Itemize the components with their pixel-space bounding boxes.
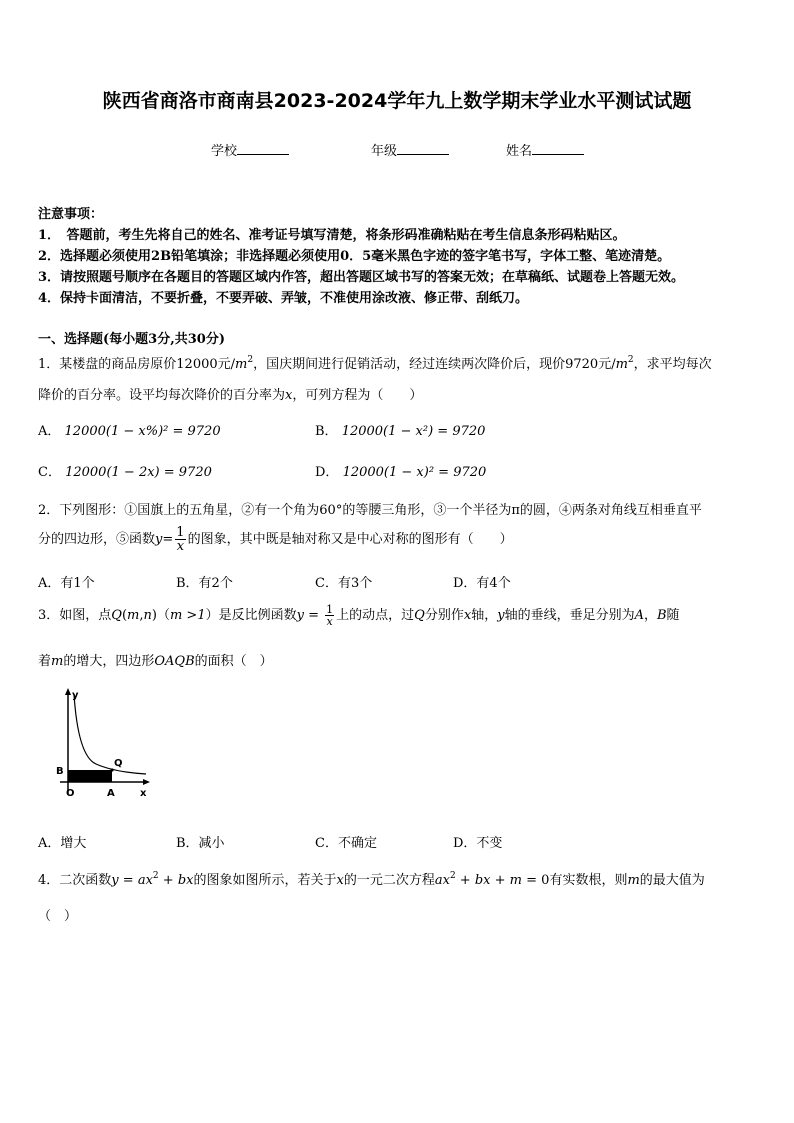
q3-option-c[interactable]: C．不确定 [315,836,377,851]
y-label: y [72,690,79,701]
page-title: 陕西省商洛市商南县2023-2024学年九上数学期末学业水平测试试题 [102,90,692,112]
q2-option-a[interactable]: A．有1个 [38,576,95,591]
question-2-line-1: 2．下列图形：①国旗上的五角星，②有一个角为60°的等腰三角形，③一个半径为π的圆，④两条对角线互相垂直平 [38,503,702,518]
school-blank [237,142,289,155]
school-label: 学校 [211,144,238,159]
q2-option-d[interactable]: D．有4个 [453,576,511,591]
q1-option-a-formula: 12000(1 − x%)² = 9720 [64,424,221,439]
y-axis-arrow [65,688,71,695]
note-item: 2．选择题必须使用2B铅笔填涂；非选择题必须使用0．5毫米黑色字迹的签字笔书写，字体工整、笔迹清楚。 [38,249,671,264]
question-1-line-2: 降价的百分率。设平均每次降价的百分率为x，可列方程为（ ） [38,388,423,403]
q2-option-b[interactable]: B．有2个 [176,576,233,591]
point-q-label: Q [114,758,123,769]
grade-label: 年级 [371,144,398,159]
point-a-label: A [107,788,115,799]
q1-unit: 元/ [217,357,236,372]
question-4-line-2: （ ） [38,909,78,924]
name-label: 姓名 [506,144,533,159]
q2-fraction: $\frac{1}{x}$ [176,525,185,554]
question-3-line-2: 着m的增大，四边形OAQB的面积（ ） [38,654,273,669]
note-item: 1． 答题前，考生先将自己的姓名、准考证号填写清楚，将条形码准确粘贴在考生信息条形码粘贴区。 [38,228,626,243]
q1-text: 1．某楼盘的商品房原价 [38,357,177,372]
question-2-line-2: 分的四边形，⑤函数y= $\frac{1}{x}$ 的图象，其中既是轴对称又是中心对称的图形有（ ） [38,525,513,554]
grade-field [371,140,449,159]
q3-fraction: $\frac{1}{x}$ [326,603,334,628]
school-field [211,140,289,159]
q1-option-c[interactable]: C． 12000(1 − 2x) = 9720 [38,465,212,480]
q3-option-d[interactable]: D．不变 [453,836,503,851]
q1-text: 降价的百分率。设平均每次降价的百分率为 [38,388,286,403]
grade-blank [397,142,449,155]
q1-option-a[interactable]: A． 12000(1 − x%)² = 9720 [38,424,221,439]
name-blank [532,142,584,155]
q1-option-c-formula: 12000(1 − 2x) = 9720 [65,465,212,480]
x-axis-arrow [143,779,150,785]
q1-text: ，国庆期间进行促销活动，经过连续两次降价后，现价 [253,357,566,372]
x-label: x [140,788,147,799]
q2-text: 分的四边形，⑤函数 [38,532,156,547]
q1-unit: 元/ [598,357,616,372]
hyperbola-curve [74,694,146,774]
question-3-line-1: 3．如图，点Q(m,n)（m >1）是反比例函数y = $\frac{1}{x}$ 上的动点，过Q分别作x轴，y轴的垂线，垂足分别为A，B随 [38,603,680,628]
note-item: 3．请按照题号顺序在各题目的答题区域内作答，超出答题区域书写的答案无效；在草稿纸、试题卷上答题无效。 [38,270,685,285]
q2-text: 的图象，其中既是轴对称又是中心对称的图形有（ ） [187,532,513,547]
q2-option-c[interactable]: C．有3个 [315,576,373,591]
q3-option-a[interactable]: A．增大 [38,836,87,851]
note-item: 4．保持卡面清洁，不要折叠，不要弄破、弄皱，不准使用涂改液、修正带、刮纸刀。 [38,291,529,306]
q3-option-b[interactable]: B．减小 [176,836,225,851]
origin-label: O [66,788,75,799]
q1-text: ，可列方程为（ ） [292,388,423,403]
section-heading: 一、选择题(每小题3分,共30分) [38,332,225,347]
q1-option-b-formula: 12000(1 − x²) = 9720 [341,424,486,439]
question-4-line-1: 4．二次函数$y = ax^2$ + bx的图象如图所示，若关于x的一元二次方程$ax^2$ + bx + m = 0有实数根，则m的最大值为 [38,871,705,888]
question-1-line-1: 1．某楼盘的商品房原价12000元$/m^2$，国庆期间进行促销活动，经过连续两次降价后，现价9720元$/m^2$，求平均每次 [38,355,712,372]
q1-text: ，求平均每次 [633,357,712,372]
q1-option-b[interactable]: B． 12000(1 − x²) = 9720 [315,424,486,439]
q3-graph [52,686,152,812]
q1-option-d-formula: 12000(1 − x)² = 9720 [342,465,487,480]
notes-heading: 注意事项： [38,207,104,222]
point-b-label: B [56,766,64,777]
q1-current-price: 9720 [565,357,599,372]
name-field [506,140,584,159]
shaded-rectangle [68,770,112,782]
q1-option-d[interactable]: D． 12000(1 − x)² = 9720 [315,465,487,480]
q1-price: 12000 [176,357,218,372]
